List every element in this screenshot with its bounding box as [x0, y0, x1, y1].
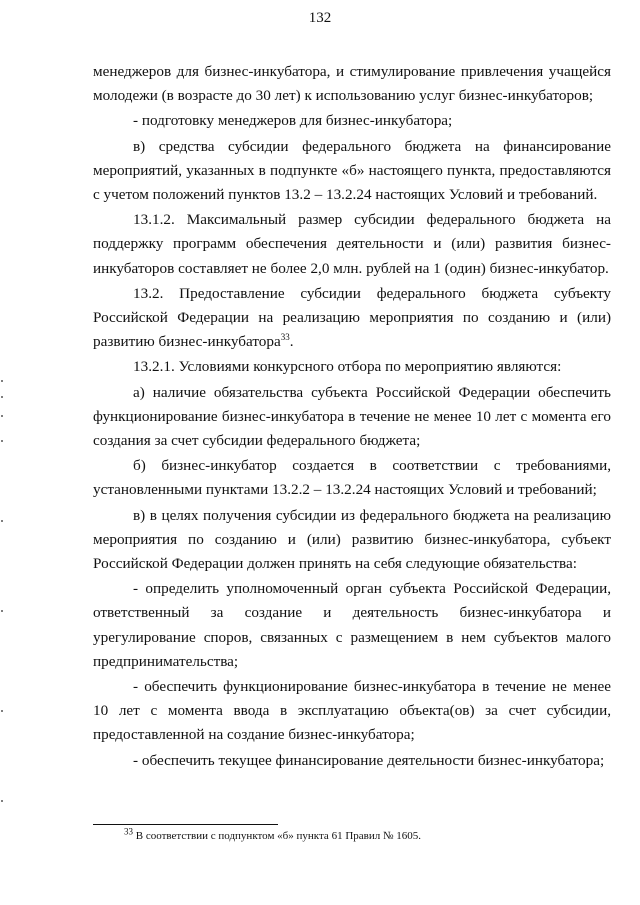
paragraph-subitem-v2: в) в целях получения субсидии из федерального бюджета на реализацию мероприятия по созданию и (или) развитию бизнес-инкубатора, субъект Российской Федерации должен принять на себя следующие обязательства:: [93, 506, 611, 573]
page-number: 132: [308, 10, 332, 26]
paragraph-obligation-2: - обеспечить функционирование бизнес-инкубатора в течение не менее 10 лет с момента ввода в эксплуатацию объекта(ов) за счет субсидии, предоставленной на создание бизнес-инкубатора;: [93, 678, 611, 744]
paragraph-13-1-2: 13.1.2. Максимальный размер субсидии федерального бюджета на поддержку программ обеспечения деятельности и (или) развития бизнес-инкубаторов составляет не более 2,0 млн. рублей на 1 (один) бизнес-инкубатор.: [93, 211, 611, 277]
paragraph-13-2-1: 13.2.1. Условиями конкурсного отбора по мероприятию являются:: [133, 358, 562, 376]
footnote-divider: [93, 824, 278, 825]
paragraph-13-2: [93, 282, 611, 355]
paragraph-obligation-3: - обеспечить текущее финансирование деятельности бизнес-инкубатора;: [133, 751, 605, 769]
footnote-reference: 33: [280, 332, 290, 343]
paragraph-subitem-b: б) бизнес-инкубатор создается в соответствии с требованиями, установленными пунктами 13.2.2 – 13.2.24 настоящих Условий и требований;: [93, 457, 611, 499]
paragraph-list-item: - подготовку менеджеров для бизнес-инкубатора;: [133, 112, 453, 130]
paragraph-subitem-a: а) наличие обязательства субъекта Российской Федерации обеспечить функционирование бизнес-инкубатора в течение не менее 10 лет с момента его создания за счет субсидии федерального бюджета;: [93, 383, 611, 450]
footnote-reference-suffix: .: [289, 333, 294, 351]
footnote: [124, 826, 421, 843]
scan-margin-marks: [0, 380, 4, 840]
footnote-marker: 33: [124, 826, 133, 837]
paragraph-obligation-1: - определить уполномоченный орган субъекта Российской Федерации, ответственный за создание и деятельность бизнес-инкубатора и урегулирование споров, связанных с размещением в нем субъектов малого предпринимательства;: [93, 580, 611, 670]
paragraph-13-2-text: 13.2. Предоставление субсидии федерального бюджета субъекту Российской Федерации на реализацию мероприятия по созданию и (или) развитию бизнес-инкубатора: [93, 284, 611, 351]
document-body: [93, 60, 611, 774]
paragraph-subitem-v: в) средства субсидии федерального бюджета на финансирование мероприятий, указанных в подпункте «б» настоящего пункта, предоставляются с учетом положений пунктов 13.2 – 13.2.24 настоящих Условий и требований.: [93, 137, 611, 204]
paragraph-continuation: менеджеров для бизнес-инкубатора, и стимулирование привлечения учащейся молодежи (в возрасте до 30 лет) к использованию услуг бизнес-инкубаторов;: [93, 63, 611, 105]
footnote-text: В соответствии с подпунктом «б» пункта 61 Правил № 1605.: [135, 830, 421, 842]
